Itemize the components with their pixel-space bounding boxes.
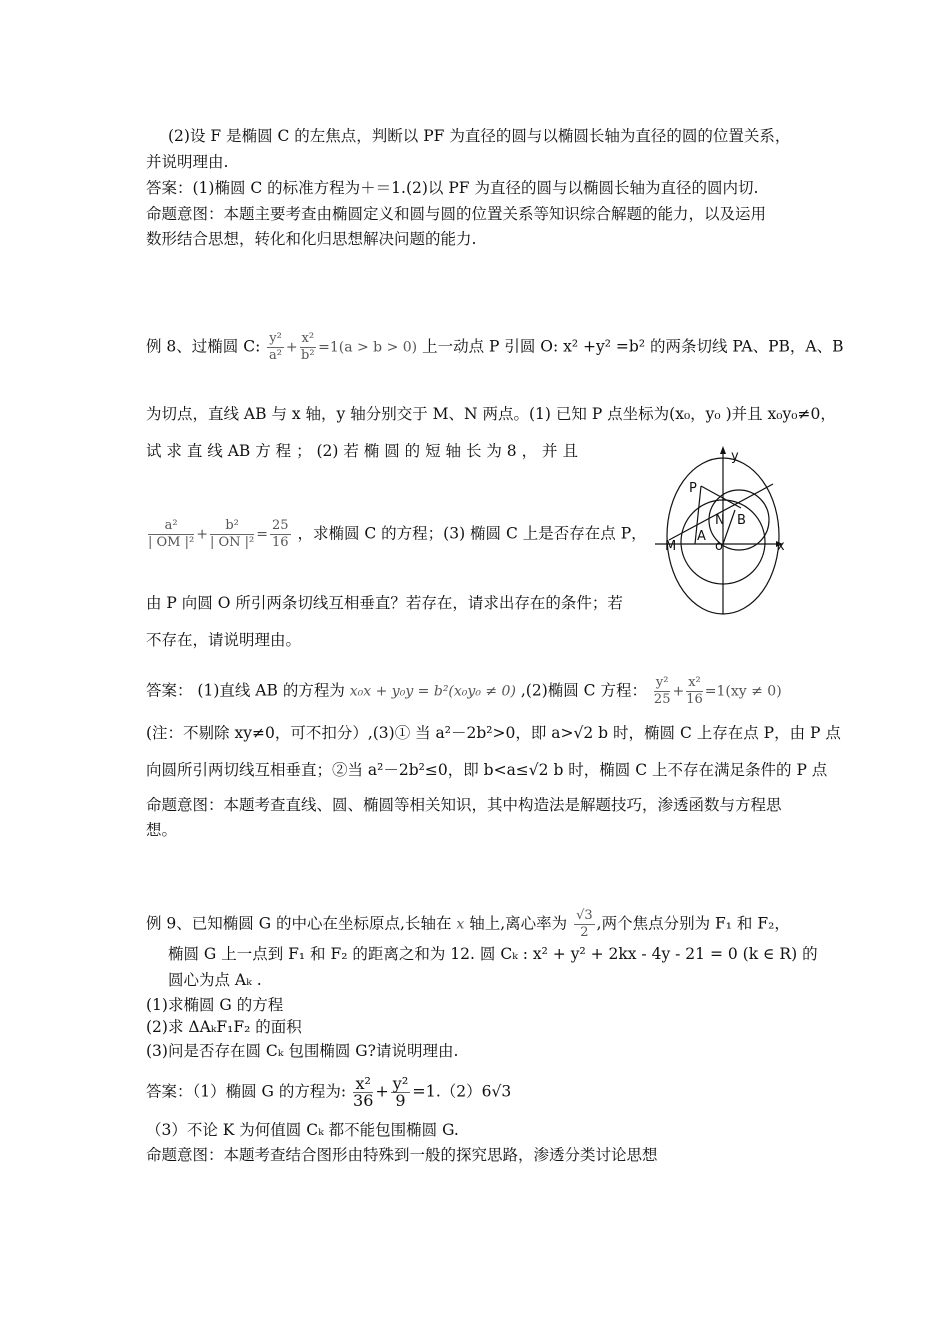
ex9-text: ,两个焦点分别为 F₁ 和 F₂， [596, 914, 790, 933]
segment-ob [723, 510, 735, 544]
ellipse-figure [655, 446, 795, 618]
ans-prefix: 答案： (1)直线 AB 的方程为 [146, 681, 345, 700]
ellipse-term-y: $\frac{\text{y²}}{\text{a²}}$ [269, 331, 283, 363]
answer-line: （3）不论 K 为何值圆 Cₖ 都不能包围椭圆 G. [146, 1121, 459, 1139]
ex9-answer-line: 答案：（1）椭圆 G 的方程为: $\frac{\text{x²}}{36}$ + $\frac{\text{y²}}{9}$ =1.（2）6√3 [146, 1074, 512, 1110]
ex9-title-line [146, 908, 790, 941]
text-line: 试 求 直 线 AB 方 程 ； (2) 若 椭 圆 的 短 轴 长 为 8 ， 并 且 [146, 442, 578, 460]
answer-line: 答案：(1)椭圆 C 的标准方程为＋＝1.(2)以 PF 为直径的圆与以椭圆长轴为直径的圆内切. [146, 179, 759, 197]
ans9-term-y: $\frac{\text{y²}}{9}$ [392, 1074, 409, 1110]
question-3: (3)问是否存在圆 Cₖ 包围椭圆 G?请说明理由. [146, 1042, 459, 1060]
intent-line: 命题意图：本题主要考查由椭圆定义和圆与圆的位置关系等知识综合解题的能力，以及运用 [146, 205, 767, 223]
ex9-text: 轴上,离心率为 [469, 914, 568, 933]
ans-eq2-rhs: =1(xy ≠ 0) [704, 683, 782, 700]
ans-mid: ,(2)椭圆 C 方程： [520, 681, 647, 700]
ellipse-rhs: =1(a > b > 0) [318, 339, 418, 356]
text-line: (注：不剔除 xy≠0，可不扣分）,(3)① 当 a²－2b²>0，即 a>√2 b 时，椭圆 C 上存在点 P，由 P 点 [146, 724, 841, 742]
label-b: B [737, 513, 746, 528]
ex8-title-line: 例 8、过椭圆 C: $\frac{\text{y²}}{\text{a²}}$ + $\frac{\text{x²}}{\text{b²}}$ =1(a > b > 0) 上一动点 P 引圆 O: x² +y² =b² 的两条切线 PA、PB，A、B [146, 331, 844, 363]
frac-25-16: $\frac{25}{16}$ [271, 518, 289, 550]
ex9-text: 例 9、已知椭圆 G 的中心在坐标原点,长轴在 [146, 914, 452, 933]
text-line: 并说明理由. [146, 153, 229, 171]
label-o: o [715, 539, 723, 554]
label-a: A [697, 529, 706, 544]
text-line: 向圆所引两切线互相垂直；②当 a²－2b²≤0，即 b<a≤√2 b 时，椭圆 C 上不存在满足条件的 P 点 [146, 761, 828, 779]
line-ab [669, 484, 773, 540]
intent-line: 命题意图：本题考查结合图形由特殊到一般的探究思路，渗透分类讨论思想 [146, 1146, 658, 1164]
ans-term-y: $\frac{\text{y²}}{25}$ [653, 675, 671, 707]
text-line: (2)设 F 是椭圆 C 的左焦点，判断以 PF 为直径的圆与以椭圆长轴为直径的圆的位置关系， [168, 127, 791, 145]
ex8-suffix: 上一动点 P 引圆 O: x² +y² =b² 的两条切线 PA、PB，A、B [422, 337, 844, 356]
ans9-part2: .（2）6√3 [435, 1082, 512, 1101]
ans9-term-x: $\frac{\text{x²}}{36}$ [353, 1074, 374, 1110]
intent-line: 数形结合思想，转化和化归思想解决问题的能力. [146, 230, 477, 248]
ans9-rhs: =1 [412, 1081, 436, 1101]
text-line: 不存在，请说明理由。 [146, 631, 302, 649]
ellipse-term-x: $\frac{\text{x²}}{\text{b²}}$ [301, 331, 315, 363]
label-p: P [689, 481, 697, 496]
ex8-prefix: 例 8、过椭圆 C: [146, 337, 261, 356]
label-y: y [731, 449, 739, 464]
frac-on: $\frac{\text{b²}}{\text{| ON |²}}$ [209, 518, 255, 550]
label-x: x [777, 539, 785, 554]
text-line: 圆心为点 Aₖ . [168, 971, 262, 989]
text-line: 为切点，直线 AB 与 x 轴，y 轴分别交于 M、N 两点。(1) 已知 P 点坐标为(x₀，y₀ )并且 x₀y₀≠0， [146, 405, 836, 423]
ex9-axis-x: x [456, 916, 465, 933]
question-2: (2)求 ΔAₖF₁F₂ 的面积 [146, 1018, 302, 1036]
ex8-line4-suffix: ，求椭圆 C 的方程；(3) 椭圆 C 上是否存在点 P， [297, 524, 647, 543]
ex8-condition-line: $\frac{\text{a²}}{\text{| OM |²}}$ + $\frac{\text{b²}}{\text{| ON |²}}$ = $\frac{25}{16}$ ，求椭圆 C 的方程；(3) 椭圆 C 上是否存在点 P， [148, 518, 647, 550]
text-line: 椭圆 G 上一点到 F₁ 和 F₂ 的距离之和为 12. 圆 Cₖ : x² + y² + 2kx - 4y - 21 = 0 (k ∈ R) 的 [168, 945, 818, 963]
intent-line: 命题意图：本题考查直线、圆、椭圆等相关知识，其中构造法是解题技巧，渗透函数与方程思 [146, 796, 782, 814]
intent-line: 想。 [146, 821, 178, 839]
ans-prefix: 答案：（1）椭圆 G 的方程为: [146, 1082, 347, 1101]
text-line: 由 P 向圆 O 所引两条切线互相垂直？若存在，请求出存在的条件；若 [146, 594, 623, 612]
question-1: (1)求椭圆 G 的方程 [146, 996, 284, 1014]
frac-om: $\frac{\text{a²}}{\text{| OM |²}}$ [148, 518, 195, 550]
tangent-pb [701, 486, 741, 508]
ecc-frac: $\frac{√3}{2}$ [576, 908, 593, 940]
label-n: N [715, 513, 725, 528]
ans-term-x: $\frac{\text{x²}}{16}$ [686, 675, 703, 707]
ans-eq1: x₀x + y₀y = b²(x₀y₀ ≠ 0) [349, 683, 516, 700]
label-m: M [665, 539, 677, 554]
ex8-answer-line: 答案： (1)直线 AB 的方程为 x₀x + y₀y = b²(x₀y₀ ≠ 0) ,(2)椭圆 C 方程： $\frac{\text{y²}}{25}$ + $\frac{\text{x²}}{16}$ =1(xy ≠ 0) [146, 675, 782, 707]
